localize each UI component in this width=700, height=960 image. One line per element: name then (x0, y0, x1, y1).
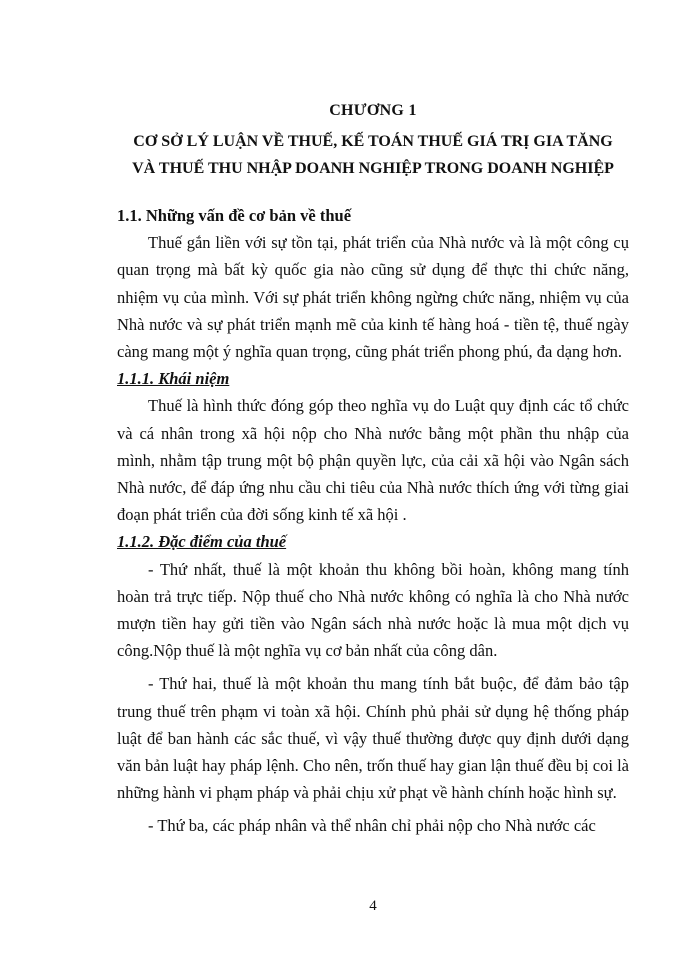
paragraph-1-1-2-third: - Thứ ba, các pháp nhân và thể nhân chỉ phải nộp cho Nhà nước các (148, 816, 596, 836)
chapter-title (0, 128, 700, 182)
chapter-title-line-1: CƠ SỞ LÝ LUẬN VỀ THUẾ, KẾ TOÁN THUẾ GIÁ TRỊ GIA TĂNG (133, 133, 613, 150)
chapter-label: CHƯƠNG 1 (329, 102, 417, 119)
paragraph-1-1-1: Thuế là hình thức đóng góp theo nghĩa vụ do Luật quy định các tổ chức và cá nhân trong xã hội nộp cho Nhà nước bằng một phần thu nhập của mình, nhằm tập trung một bộ phận quyền lực, của cải xã hội vào Ngân sách Nhà nước, để đáp ứng nhu cầu chi tiêu của Nhà nước thích ứng với từng giai đoạn phát triển của đời sống kinh tế xã hội . (117, 396, 629, 525)
paragraph-1-1-2-second: - Thứ hai, thuế là một khoản thu mang tính bắt buộc, để đảm bảo tập trung thuế trên phạm vi toàn xã hội. Chính phủ phải sử dụng hệ thống pháp luật để ban hành các sắc thuế, vì vậy thuế thường được quy định dưới dạng văn bản luật hay pháp lệnh. Cho nên, trốn thuế hay gian lận thuế đều bị coi là những hành vi phạm pháp và phải chịu xử phạt về hành chính hoặc hình sự. (117, 674, 629, 803)
paragraph-1-1-2-first: - Thứ nhất, thuế là một khoản thu không bồi hoàn, không mang tính hoàn trả trực tiếp. Nộp thuế cho Nhà nước không có nghĩa là cho Nhà nước mượn tiền hay gửi tiền vào Ngân sách nhà nước hoặc là mua một dịch vụ công.Nộp thuế là một nghĩa vụ cơ bản nhất của công dân. (117, 559, 629, 661)
section-heading-1-1-2: 1.1.2. Đặc điểm của thuế (117, 532, 287, 552)
section-heading-1-1-1: 1.1.1. Khái niệm (117, 369, 230, 389)
chapter-title-line-2: VÀ THUẾ THU NHẬP DOANH NGHIỆP TRONG DOANH NGHIỆP (132, 160, 614, 177)
section-heading-1-1: 1.1. Những vấn đề cơ bản về thuế (117, 206, 352, 225)
body-text (117, 202, 629, 840)
page-number: 4 (369, 898, 377, 914)
paragraph-1-1: Thuế gắn liền với sự tồn tại, phát triển của Nhà nước và là một công cụ quan trọng mà bất kỳ quốc gia nào cũng sử dụng để thực thi chức năng, nhiệm vụ của mình. Với sự phát triển không ngừng chức năng, nhiệm vụ của Nhà nước và sự phát triển mạnh mẽ của kinh tế hàng hoá - tiền tệ, thuế ngày càng mang một ý nghĩa quan trọng, cũng phát triển phong phú, đa dạng hơn. (117, 233, 629, 362)
